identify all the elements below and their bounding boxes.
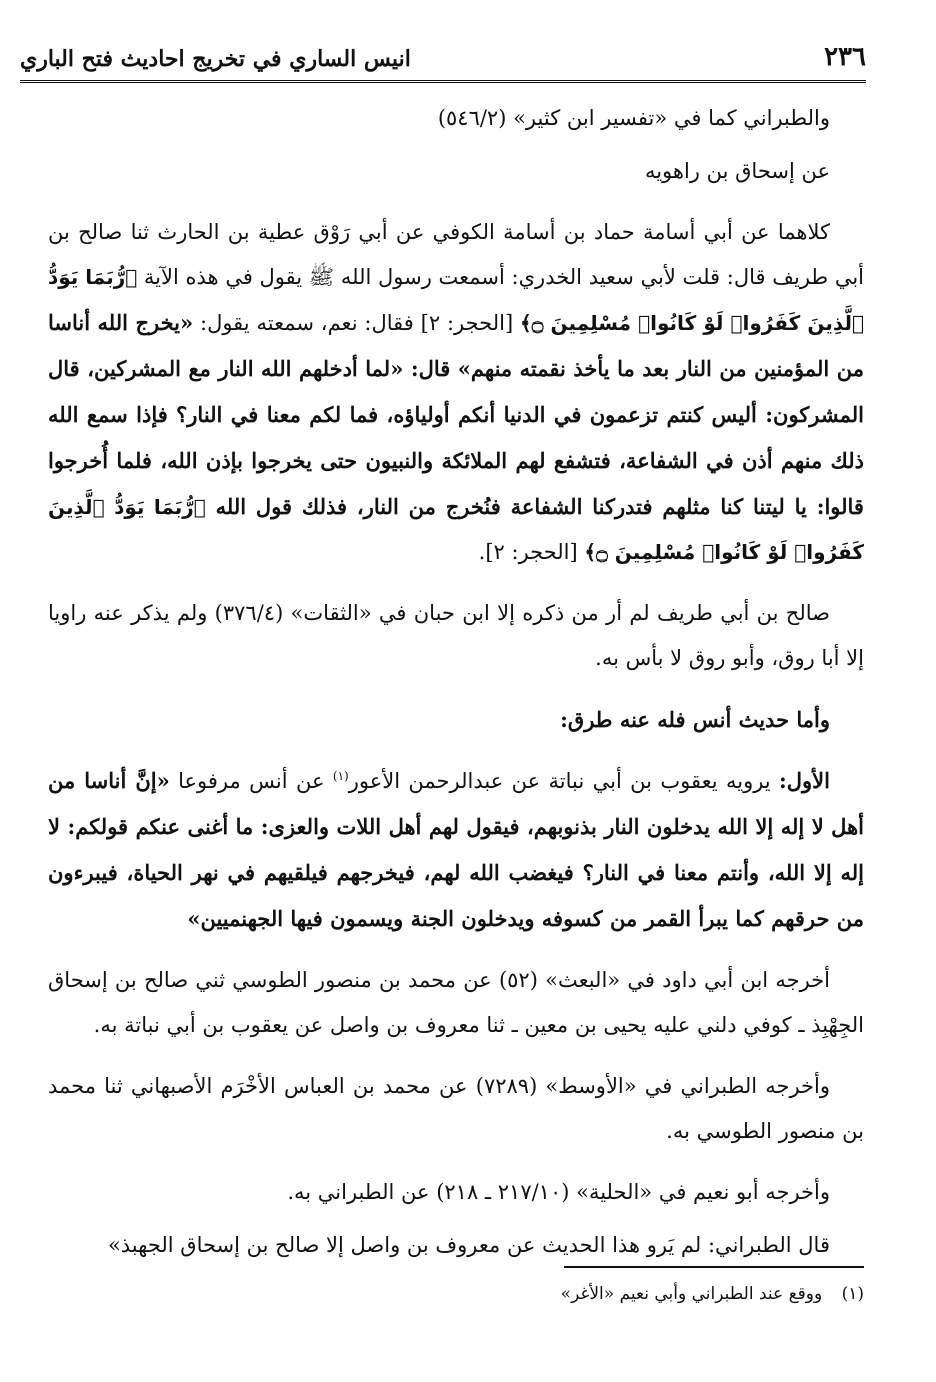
quran-verse: ﴿رُّبَمَا يَوَدُّ ٱلَّذِينَ كَفَرُوا۟ لَوْ كَانُوا۟ مُسْلِمِينَ ۝﴾ [48,265,864,335]
paragraph-hadith-abu-said [48,210,864,575]
isnad-text: عن أنس مرفوعا [169,769,333,793]
isnad-text: يرويه يعقوب بن أبي نباتة عن عبدالرحمن الأعور [348,769,780,793]
surah-reference: [الحجر: ٢]. [478,540,585,564]
footnote-number: (١) [841,1284,864,1304]
footnote-divider [564,1266,864,1268]
paragraph-text: والطبراني كما في «تفسير ابن كثير» (٥٤٦/٢) [437,106,830,130]
paragraph-tabarani-tafsir [48,96,864,141]
quran-verse: ﴿رُّبَمَا يَوَدُّ ٱلَّذِينَ كَفَرُوا۟ لَوْ كَانُوا۟ مُسْلِمِينَ ۝﴾ [48,495,864,564]
paragraph-ishaq [48,149,864,194]
paragraph-abu-nuaym [48,1170,864,1215]
surah-reference: [الحجر: ٢] فقال: نعم، سمعته يقول: [193,311,520,335]
paragraph-text: أخرجه ابن أبي داود في «البعث» (٥٢) عن محمد بن منصور الطوسي ثني صالح بن إسحاق الجِهْبِذ ـ كوفي دلني عليه يحيى بن معين ـ ثنا معروف بن واصل عن يعقوب بن أبي نباتة به. [48,968,864,1037]
route-label: الأول: [779,768,830,793]
footnote-marker[interactable]: (١) [332,769,349,783]
main-text [48,96,864,1276]
paragraph-first-route [48,758,864,942]
paragraph-text: صالح بن أبي طريف لم أر من ذكره إلا ابن حبان في «الثقات» (٣٧٦/٤) ولم يذكر عنه راويا إلا أبا روق، وأبو روق لا بأس به. [48,601,864,670]
section-heading-anas [48,697,864,742]
paragraph-text: وأخرجه أبو نعيم في «الحلية» (٢١٧/١٠ ـ ٢١٨) عن الطبراني به. [287,1180,830,1204]
paragraph-ibn-abi-dawud [48,958,864,1048]
paragraph-text: وأخرجه الطبراني في «الأوسط» (٧٢٨٩) عن محمد بن العباس الأخْرَم الأصبهاني ثنا محمد بن منصور الطوسي به. [48,1074,864,1143]
paragraph-text: قال الطبراني: لم يَرو هذا الحديث عن معروف بن واصل إلا صالح بن إسحاق الجهبذ» [107,1233,830,1257]
hadith-matn: «إنَّ أناسا من أهل لا إله إلا الله يدخلون النار بذنوبهم، فيقول لهم أهل اللات والعزى: ما أغنى عنكم قولكم: لا إله إلا الله، وأنتم معنا في النار؟ فيغضب الله لهم، فيخرجهم فيلقيهم في نهر الحياة، فيبرءون من حرقهم كما يبرأ القمر من كسوفه ويدخلون الجنة ويسمون فيها الجهنميين» [48,768,864,931]
paragraph-salih-ibn-abi-tarif [48,591,864,681]
paragraph-tabarani-awsat [48,1064,864,1154]
paragraph-text: عن إسحاق بن راهويه [644,159,830,183]
page-number: ٢٣٦ [824,42,866,72]
footnote [48,1280,864,1308]
paragraph-tabarani-statement [48,1223,864,1268]
page-header [20,40,866,83]
running-title: انيس الساري في تخريج احاديث فتح الباري [20,46,411,72]
hadith-matn: «يخرج الله أناسا من المؤمنين من النار بعد ما يأخذ نقمته منهم» قال: «لما أدخلهم الله النار مع المشركين، قال المشركون: أليس كنتم تزعمون في الدنيا أنكم أولياؤه، فما لكم معنا في النار؟ فإذا سمع الله ذلك منهم أذن في الشفاعة، فتشفع لهم الملائكة والنبيون حتى يخرجوا بإذن الله، فلما أُخرجوا قالوا: يا ليتنا كنا مثلهم فتدركنا الشفاعة فنُخرج من النار، فذلك قول الله [48,310,864,519]
section-heading: وأما حديث أنس فله عنه طرق: [560,707,830,732]
footnote-text: ووقع عند الطبراني وأبي نعيم «الأغر» [560,1284,823,1304]
isnad-text: كلاهما عن أبي أسامة حماد بن أسامة الكوفي عن أبي رَوْق عطية بن الحارث ثنا صالح بن أبي طريف قال: قلت لأبي سعيد الخدري: أسمعت رسول الله ﷺ يقول في هذه الآية [48,220,865,289]
